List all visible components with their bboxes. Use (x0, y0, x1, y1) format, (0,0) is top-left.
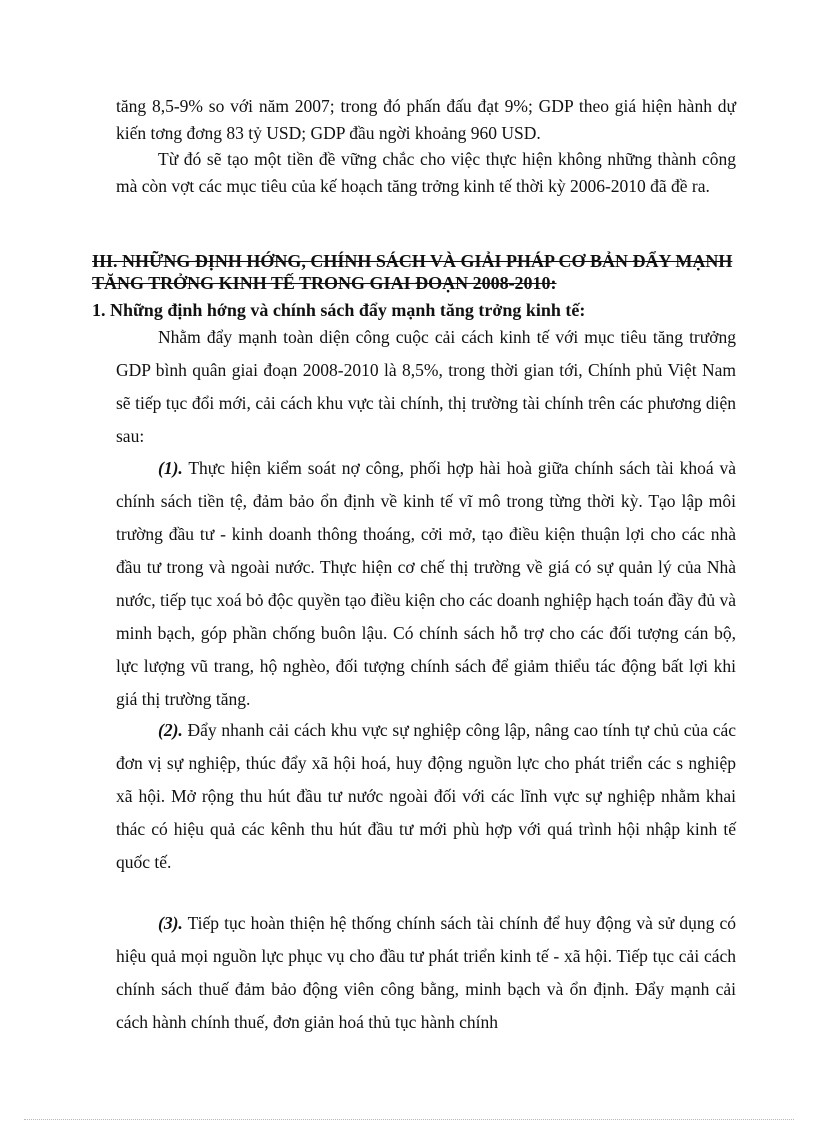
subsection-heading: 1. Những định hớng và chính sách đẩy mạnh tăng trởng kinh tế: (92, 300, 586, 320)
list-item-1 (116, 452, 736, 716)
section-heading: III. NHỮNG ĐỊNH HỚNG, CHÍNH SÁCH VÀ GIẢI PHÁP CƠ BẢN ĐẨY MẠNH TĂNG TRỞNG KINH TẾ TRONG GIAI ĐOẠN 2008-2010: (92, 251, 733, 293)
intro-paragraph-1: tăng 8,5-9% so với năm 2007; trong đó phấn đấu đạt 9%; GDP theo giá hiện hành dự kiến tơng đơng 83 tỷ USD; GDP đầu ngời khoảng 960 USD. (116, 96, 736, 143)
intro-paragraph-2: Từ đó sẽ tạo một tiền đề vững chắc cho việc thực hiện không những thành công mà còn vợt các mục tiêu của kế hoạch tăng trởng kinh tế thời kỳ 2006-2010 đã đề ra. (116, 149, 736, 196)
item-label: (3). (158, 913, 183, 933)
section-intro-paragraph: Nhằm đẩy mạnh toàn diện công cuộc cải cách kinh tế với mục tiêu tăng trưởng GDP bình quân giai đoạn 2008-2010 là 8,5%, trong thời gian tới, Chính phủ Việt Nam sẽ tiếp tục đổi mới, cải cách khu vực tài chính, thị trường tài chính trên các phương diện sau: (116, 327, 736, 446)
item-text: Thực hiện kiểm soát nợ công, phối hợp hài hoà giữa chính sách tài khoá và chính sách tiền tệ, đảm bảo ổn định về kinh tế vĩ mô trong từng thời kỳ. Tạo lập môi trường đầu tư - kinh doanh thông thoáng, cởi mở, tạo điều kiện thuận lợi cho các nhà đầu tư trong và ngoài nước. Thực hiện cơ chế thị trường về giá có sự quản lý của Nhà nước, tiếp tục xoá bỏ độc quyền tạo điều kiện cho các doanh nghiệp hạch toán đầy đủ và minh bạch, góp phần chống buôn lậu. Có chính sách hỗ trợ cho các đối tượng cán bộ, lực lượng vũ trang, hộ nghèo, đối tượng chính sách để giảm thiểu tác động bất lợi khi giá thị trường tăng. (116, 458, 736, 709)
list-item-2 (116, 714, 736, 879)
item-label: (1). (158, 458, 183, 478)
page-bottom-divider (24, 1119, 794, 1120)
item-text: Tiếp tục hoàn thiện hệ thống chính sách tài chính để huy động và sử dụng có hiệu quả mọi nguồn lực phục vụ cho đầu tư phát triển kinh tế - xã hội. Tiếp tục cải cách chính sách thuế đảm bảo động viên công bằng, minh bạch và ổn định. Đẩy mạnh cải cách hành chính thuế, đơn giản hoá thủ tục hành chính (116, 913, 736, 1032)
list-item-3 (116, 907, 736, 1039)
item-label: (2). (158, 720, 183, 740)
item-text: Đẩy nhanh cải cách khu vực sự nghiệp công lập, nâng cao tính tự chủ của các đơn vị sự nghiệp, thúc đẩy xã hội hoá, huy động nguồn lực cho phát triển các s nghiệp xã hội. Mở rộng thu hút đầu tư nước ngoài đối với các lĩnh vực sự nghiệp nhằm khai thác có hiệu quả các kênh thu hút đầu tư mới phù hợp với quá trình hội nhập kinh tế quốc tế. (116, 720, 737, 872)
